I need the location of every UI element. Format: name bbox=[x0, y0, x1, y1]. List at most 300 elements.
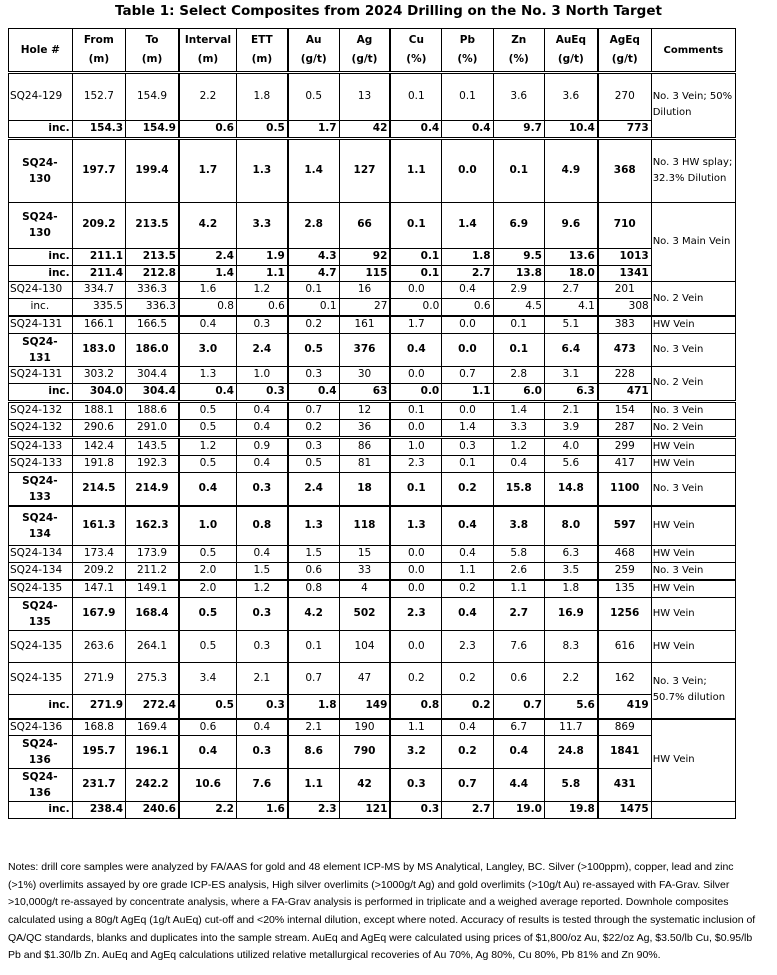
value-cell: 0.0 bbox=[390, 631, 441, 663]
value-cell: 0.3 bbox=[236, 695, 287, 719]
value-cell: 19.0 bbox=[493, 802, 544, 819]
value-cell: 0.1 bbox=[390, 472, 441, 506]
value-cell: 3.8 bbox=[493, 506, 544, 546]
column-header-label: Au bbox=[305, 34, 322, 46]
value-cell: 2.8 bbox=[288, 202, 339, 248]
value-cell: 0.1 bbox=[442, 73, 493, 121]
comment-cell: HW Vein bbox=[651, 598, 735, 631]
value-cell: 4.4 bbox=[493, 769, 544, 802]
value-cell: 4.5 bbox=[493, 299, 544, 316]
comment-cell: No. 3 Main Vein bbox=[651, 202, 735, 282]
value-cell: 199.4 bbox=[126, 138, 179, 202]
value-cell: 2.9 bbox=[493, 282, 544, 299]
column-header bbox=[390, 29, 441, 73]
column-header bbox=[339, 29, 390, 73]
value-cell: 2.7 bbox=[442, 265, 493, 282]
value-cell: 1341 bbox=[598, 265, 651, 282]
value-cell: 3.1 bbox=[544, 366, 597, 383]
value-cell: 2.7 bbox=[442, 802, 493, 819]
value-cell: 0.4 bbox=[236, 546, 287, 563]
value-cell: 2.1 bbox=[544, 401, 597, 419]
value-cell: 8.0 bbox=[544, 506, 597, 546]
value-cell: 2.1 bbox=[236, 663, 287, 695]
value-cell: 1.8 bbox=[288, 695, 339, 719]
value-cell: 195.7 bbox=[72, 736, 125, 769]
column-header-label: To bbox=[145, 34, 159, 46]
value-cell: 0.0 bbox=[390, 366, 441, 383]
value-cell: 1.5 bbox=[236, 563, 287, 581]
value-cell: 383 bbox=[598, 316, 651, 334]
value-cell: 0.5 bbox=[179, 455, 237, 472]
value-cell: 135 bbox=[598, 580, 651, 598]
hole-id-cell: SQ24- 131 bbox=[9, 333, 73, 366]
table-row bbox=[9, 202, 736, 248]
value-cell: 264.1 bbox=[126, 631, 179, 663]
value-cell: 121 bbox=[339, 802, 390, 819]
comment-cell: HW Vein bbox=[651, 455, 735, 472]
value-cell: 13 bbox=[339, 73, 390, 121]
value-cell: 1.7 bbox=[390, 316, 441, 334]
value-cell: 0.4 bbox=[236, 419, 287, 437]
value-cell: 0.1 bbox=[390, 265, 441, 282]
value-cell: 299 bbox=[598, 437, 651, 455]
hole-id-cell: SQ24-129 bbox=[9, 73, 73, 121]
value-cell: 271.9 bbox=[72, 695, 125, 719]
value-cell: 212.8 bbox=[126, 265, 179, 282]
value-cell: 0.3 bbox=[236, 631, 287, 663]
value-cell: 0.0 bbox=[390, 383, 441, 401]
value-cell: 30 bbox=[339, 366, 390, 383]
column-header-unit: (%) bbox=[508, 53, 529, 65]
value-cell: 228 bbox=[598, 366, 651, 383]
value-cell: 0.2 bbox=[442, 472, 493, 506]
value-cell: 431 bbox=[598, 769, 651, 802]
comment-cell: No. 3 Vein; 50% Dilution bbox=[651, 73, 735, 139]
hole-id-cell: inc. bbox=[9, 121, 73, 139]
comment-cell: No. 2 Vein bbox=[651, 282, 735, 316]
hole-id-cell: SQ24-130 bbox=[9, 282, 73, 299]
value-cell: 242.2 bbox=[126, 769, 179, 802]
column-header-unit: (%) bbox=[406, 53, 427, 65]
value-cell: 0.1 bbox=[390, 202, 441, 248]
value-cell: 149.1 bbox=[126, 580, 179, 598]
value-cell: 417 bbox=[598, 455, 651, 472]
value-cell: 9.5 bbox=[493, 248, 544, 265]
value-cell: 773 bbox=[598, 121, 651, 139]
value-cell: 19.8 bbox=[544, 802, 597, 819]
value-cell: 0.4 bbox=[288, 383, 339, 401]
value-cell: 0.4 bbox=[442, 598, 493, 631]
value-cell: 1.9 bbox=[236, 248, 287, 265]
value-cell: 304.0 bbox=[72, 383, 125, 401]
value-cell: 336.3 bbox=[126, 299, 179, 316]
value-cell: 213.5 bbox=[126, 202, 179, 248]
value-cell: 6.3 bbox=[544, 383, 597, 401]
hole-id-cell: inc. bbox=[9, 383, 73, 401]
value-cell: 473 bbox=[598, 333, 651, 366]
value-cell: 1.3 bbox=[390, 506, 441, 546]
value-cell: 169.4 bbox=[126, 719, 179, 736]
table-row bbox=[9, 769, 736, 802]
value-cell: 0.1 bbox=[493, 333, 544, 366]
value-cell: 335.5 bbox=[72, 299, 125, 316]
value-cell: 1.8 bbox=[236, 73, 287, 121]
value-cell: 190 bbox=[339, 719, 390, 736]
value-cell: 3.6 bbox=[544, 73, 597, 121]
hole-id-cell: inc. bbox=[9, 695, 73, 719]
value-cell: 66 bbox=[339, 202, 390, 248]
value-cell: 0.8 bbox=[179, 299, 237, 316]
column-header-unit: (m) bbox=[141, 53, 163, 65]
value-cell: 1.0 bbox=[390, 437, 441, 455]
value-cell: 4.1 bbox=[544, 299, 597, 316]
value-cell: 6.3 bbox=[544, 546, 597, 563]
value-cell: 0.3 bbox=[390, 769, 441, 802]
value-cell: 27 bbox=[339, 299, 390, 316]
value-cell: 8.6 bbox=[288, 736, 339, 769]
value-cell: 0.4 bbox=[442, 282, 493, 299]
value-cell: 275.3 bbox=[126, 663, 179, 695]
value-cell: 1100 bbox=[598, 472, 651, 506]
value-cell: 290.6 bbox=[72, 419, 125, 437]
value-cell: 0.5 bbox=[288, 73, 339, 121]
value-cell: 42 bbox=[339, 769, 390, 802]
value-cell: 24.8 bbox=[544, 736, 597, 769]
hole-id-cell: SQ24-134 bbox=[9, 546, 73, 563]
value-cell: 304.4 bbox=[126, 366, 179, 383]
hole-id-cell: SQ24-135 bbox=[9, 663, 73, 695]
value-cell: 1.1 bbox=[390, 719, 441, 736]
value-cell: 0.5 bbox=[179, 631, 237, 663]
hole-id-cell: SQ24-133 bbox=[9, 437, 73, 455]
value-cell: 214.9 bbox=[126, 472, 179, 506]
hole-id-cell: inc. bbox=[9, 248, 73, 265]
value-cell: 191.8 bbox=[72, 455, 125, 472]
hole-id-cell: inc. bbox=[9, 802, 73, 819]
table-row bbox=[9, 248, 736, 265]
value-cell: 0.1 bbox=[442, 455, 493, 472]
value-cell: 118 bbox=[339, 506, 390, 546]
value-cell: 1.6 bbox=[179, 282, 237, 299]
column-header-unit: (g/t) bbox=[611, 53, 638, 65]
value-cell: 1475 bbox=[598, 802, 651, 819]
value-cell: 259 bbox=[598, 563, 651, 581]
value-cell: 0.5 bbox=[236, 121, 287, 139]
value-cell: 0.1 bbox=[390, 401, 441, 419]
hole-id-cell: SQ24- 130 bbox=[9, 202, 73, 248]
value-cell: 240.6 bbox=[126, 802, 179, 819]
value-cell: 0.8 bbox=[288, 580, 339, 598]
table-row bbox=[9, 802, 736, 819]
value-cell: 0.5 bbox=[179, 546, 237, 563]
value-cell: 173.4 bbox=[72, 546, 125, 563]
table-row bbox=[9, 506, 736, 546]
value-cell: 0.3 bbox=[236, 736, 287, 769]
value-cell: 1.2 bbox=[236, 282, 287, 299]
value-cell: 790 bbox=[339, 736, 390, 769]
value-cell: 211.1 bbox=[72, 248, 125, 265]
column-header-unit: (m) bbox=[197, 53, 219, 65]
column-header-unit: (m) bbox=[251, 53, 273, 65]
value-cell: 0.4 bbox=[179, 316, 237, 334]
value-cell: 1.4 bbox=[288, 138, 339, 202]
value-cell: 0.5 bbox=[179, 695, 237, 719]
value-cell: 0.7 bbox=[442, 769, 493, 802]
value-cell: 1.8 bbox=[544, 580, 597, 598]
column-header-unit: (g/t) bbox=[300, 53, 327, 65]
value-cell: 33 bbox=[339, 563, 390, 581]
table-wrapper bbox=[8, 28, 777, 819]
value-cell: 0.6 bbox=[179, 121, 237, 139]
value-cell: 0.4 bbox=[236, 719, 287, 736]
value-cell: 1.0 bbox=[236, 366, 287, 383]
value-cell: 0.7 bbox=[493, 695, 544, 719]
value-cell: 0.0 bbox=[442, 316, 493, 334]
value-cell: 1.0 bbox=[179, 506, 237, 546]
value-cell: 0.5 bbox=[288, 333, 339, 366]
value-cell: 3.4 bbox=[179, 663, 237, 695]
value-cell: 0.4 bbox=[493, 736, 544, 769]
comment-cell: No. 3 Vein bbox=[651, 401, 735, 419]
value-cell: 0.2 bbox=[442, 580, 493, 598]
value-cell: 1.1 bbox=[493, 580, 544, 598]
value-cell: 2.1 bbox=[288, 719, 339, 736]
value-cell: 304.4 bbox=[126, 383, 179, 401]
table-row bbox=[9, 472, 736, 506]
value-cell: 3.6 bbox=[493, 73, 544, 121]
column-header bbox=[442, 29, 493, 73]
value-cell: 0.1 bbox=[390, 73, 441, 121]
column-header bbox=[493, 29, 544, 73]
value-cell: 0.2 bbox=[442, 663, 493, 695]
comment-cell: No. 2 Vein bbox=[651, 419, 735, 437]
value-cell: 0.3 bbox=[288, 366, 339, 383]
value-cell: 2.0 bbox=[179, 580, 237, 598]
value-cell: 2.8 bbox=[493, 366, 544, 383]
value-cell: 154.9 bbox=[126, 73, 179, 121]
value-cell: 186.0 bbox=[126, 333, 179, 366]
value-cell: 13.8 bbox=[493, 265, 544, 282]
value-cell: 1841 bbox=[598, 736, 651, 769]
value-cell: 2.3 bbox=[390, 455, 441, 472]
table-row bbox=[9, 546, 736, 563]
value-cell: 6.4 bbox=[544, 333, 597, 366]
value-cell: 291.0 bbox=[126, 419, 179, 437]
value-cell: 272.4 bbox=[126, 695, 179, 719]
hole-id-cell: SQ24-132 bbox=[9, 401, 73, 419]
hole-id-cell: SQ24- 136 bbox=[9, 736, 73, 769]
table-row bbox=[9, 580, 736, 598]
value-cell: 0.4 bbox=[442, 506, 493, 546]
value-cell: 4 bbox=[339, 580, 390, 598]
table-row bbox=[9, 695, 736, 719]
table-body bbox=[9, 73, 736, 819]
value-cell: 2.2 bbox=[179, 802, 237, 819]
comment-cell: HW Vein bbox=[651, 437, 735, 455]
value-cell: 1.2 bbox=[179, 437, 237, 455]
column-header bbox=[236, 29, 287, 73]
value-cell: 0.6 bbox=[179, 719, 237, 736]
table-row bbox=[9, 455, 736, 472]
value-cell: 1256 bbox=[598, 598, 651, 631]
column-header-label: Hole # bbox=[20, 43, 60, 56]
value-cell: 4.0 bbox=[544, 437, 597, 455]
column-header bbox=[288, 29, 339, 73]
value-cell: 3.3 bbox=[493, 419, 544, 437]
value-cell: 152.7 bbox=[72, 73, 125, 121]
value-cell: 10.4 bbox=[544, 121, 597, 139]
value-cell: 2.3 bbox=[390, 598, 441, 631]
comment-cell: HW Vein bbox=[651, 506, 735, 546]
value-cell: 12 bbox=[339, 401, 390, 419]
value-cell: 0.1 bbox=[390, 248, 441, 265]
value-cell: 86 bbox=[339, 437, 390, 455]
value-cell: 8.3 bbox=[544, 631, 597, 663]
column-header bbox=[651, 29, 735, 73]
value-cell: 36 bbox=[339, 419, 390, 437]
table-row bbox=[9, 598, 736, 631]
value-cell: 419 bbox=[598, 695, 651, 719]
value-cell: 0.3 bbox=[236, 472, 287, 506]
value-cell: 0.8 bbox=[390, 695, 441, 719]
value-cell: 1.3 bbox=[236, 138, 287, 202]
value-cell: 154.9 bbox=[126, 121, 179, 139]
value-cell: 0.5 bbox=[179, 598, 237, 631]
value-cell: 161.3 bbox=[72, 506, 125, 546]
value-cell: 209.2 bbox=[72, 202, 125, 248]
value-cell: 1.2 bbox=[236, 580, 287, 598]
value-cell: 168.4 bbox=[126, 598, 179, 631]
value-cell: 16 bbox=[339, 282, 390, 299]
value-cell: 18 bbox=[339, 472, 390, 506]
value-cell: 115 bbox=[339, 265, 390, 282]
value-cell: 5.6 bbox=[544, 455, 597, 472]
hole-id-cell: SQ24- 136 bbox=[9, 769, 73, 802]
value-cell: 0.2 bbox=[288, 419, 339, 437]
value-cell: 162 bbox=[598, 663, 651, 695]
value-cell: 0.7 bbox=[442, 366, 493, 383]
column-header-label: Ag bbox=[356, 34, 373, 46]
table-row bbox=[9, 631, 736, 663]
value-cell: 63 bbox=[339, 383, 390, 401]
value-cell: 0.1 bbox=[288, 282, 339, 299]
value-cell: 0.3 bbox=[236, 383, 287, 401]
value-cell: 471 bbox=[598, 383, 651, 401]
comment-cell: HW Vein bbox=[651, 546, 735, 563]
column-header-unit: (g/t) bbox=[351, 53, 378, 65]
value-cell: 368 bbox=[598, 138, 651, 202]
value-cell: 0.0 bbox=[390, 299, 441, 316]
column-header bbox=[544, 29, 597, 73]
value-cell: 4.2 bbox=[288, 598, 339, 631]
value-cell: 5.1 bbox=[544, 316, 597, 334]
value-cell: 10.6 bbox=[179, 769, 237, 802]
value-cell: 1013 bbox=[598, 248, 651, 265]
value-cell: 15 bbox=[339, 546, 390, 563]
table-row bbox=[9, 73, 736, 121]
column-header-unit: (m) bbox=[88, 53, 110, 65]
hole-id-cell: SQ24-135 bbox=[9, 580, 73, 598]
value-cell: 0.9 bbox=[236, 437, 287, 455]
table-row bbox=[9, 265, 736, 282]
column-header-label: AgEq bbox=[609, 34, 640, 46]
value-cell: 166.1 bbox=[72, 316, 125, 334]
value-cell: 214.5 bbox=[72, 472, 125, 506]
value-cell: 231.7 bbox=[72, 769, 125, 802]
value-cell: 192.3 bbox=[126, 455, 179, 472]
value-cell: 4.9 bbox=[544, 138, 597, 202]
value-cell: 0.5 bbox=[288, 455, 339, 472]
hole-id-cell: SQ24- 130 bbox=[9, 138, 73, 202]
value-cell: 2.7 bbox=[544, 282, 597, 299]
value-cell: 502 bbox=[339, 598, 390, 631]
column-header-label: Cu bbox=[408, 34, 424, 46]
value-cell: 334.7 bbox=[72, 282, 125, 299]
comment-cell bbox=[651, 802, 735, 819]
column-header bbox=[598, 29, 651, 73]
value-cell: 15.8 bbox=[493, 472, 544, 506]
value-cell: 2.7 bbox=[493, 598, 544, 631]
value-cell: 336.3 bbox=[126, 282, 179, 299]
value-cell: 81 bbox=[339, 455, 390, 472]
hole-id-cell: SQ24- 135 bbox=[9, 598, 73, 631]
value-cell: 0.4 bbox=[179, 383, 237, 401]
value-cell: 0.0 bbox=[390, 563, 441, 581]
column-header-label: ETT bbox=[250, 34, 273, 46]
value-cell: 271.9 bbox=[72, 663, 125, 695]
value-cell: 188.1 bbox=[72, 401, 125, 419]
value-cell: 0.1 bbox=[493, 138, 544, 202]
value-cell: 7.6 bbox=[236, 769, 287, 802]
value-cell: 1.7 bbox=[179, 138, 237, 202]
value-cell: 143.5 bbox=[126, 437, 179, 455]
value-cell: 168.8 bbox=[72, 719, 125, 736]
value-cell: 0.1 bbox=[288, 299, 339, 316]
value-cell: 162.3 bbox=[126, 506, 179, 546]
value-cell: 270 bbox=[598, 73, 651, 121]
value-cell: 2.4 bbox=[179, 248, 237, 265]
value-cell: 4.2 bbox=[179, 202, 237, 248]
value-cell: 5.8 bbox=[544, 769, 597, 802]
value-cell: 4.3 bbox=[288, 248, 339, 265]
value-cell: 1.1 bbox=[390, 138, 441, 202]
value-cell: 2.4 bbox=[288, 472, 339, 506]
value-cell: 209.2 bbox=[72, 563, 125, 581]
value-cell: 1.1 bbox=[288, 769, 339, 802]
value-cell: 0.0 bbox=[390, 580, 441, 598]
value-cell: 18.0 bbox=[544, 265, 597, 282]
value-cell: 149 bbox=[339, 695, 390, 719]
value-cell: 616 bbox=[598, 631, 651, 663]
value-cell: 1.3 bbox=[288, 506, 339, 546]
value-cell: 3.3 bbox=[236, 202, 287, 248]
value-cell: 1.8 bbox=[442, 248, 493, 265]
value-cell: 0.1 bbox=[288, 631, 339, 663]
value-cell: 161 bbox=[339, 316, 390, 334]
value-cell: 0.4 bbox=[179, 736, 237, 769]
value-cell: 0.6 bbox=[442, 299, 493, 316]
value-cell: 6.9 bbox=[493, 202, 544, 248]
value-cell: 0.1 bbox=[493, 316, 544, 334]
value-cell: 147.1 bbox=[72, 580, 125, 598]
table-row bbox=[9, 736, 736, 769]
comment-cell: HW Vein bbox=[651, 631, 735, 663]
value-cell: 201 bbox=[598, 282, 651, 299]
table-row bbox=[9, 282, 736, 299]
column-header bbox=[9, 29, 73, 73]
value-cell: 1.4 bbox=[442, 202, 493, 248]
value-cell: 9.7 bbox=[493, 121, 544, 139]
